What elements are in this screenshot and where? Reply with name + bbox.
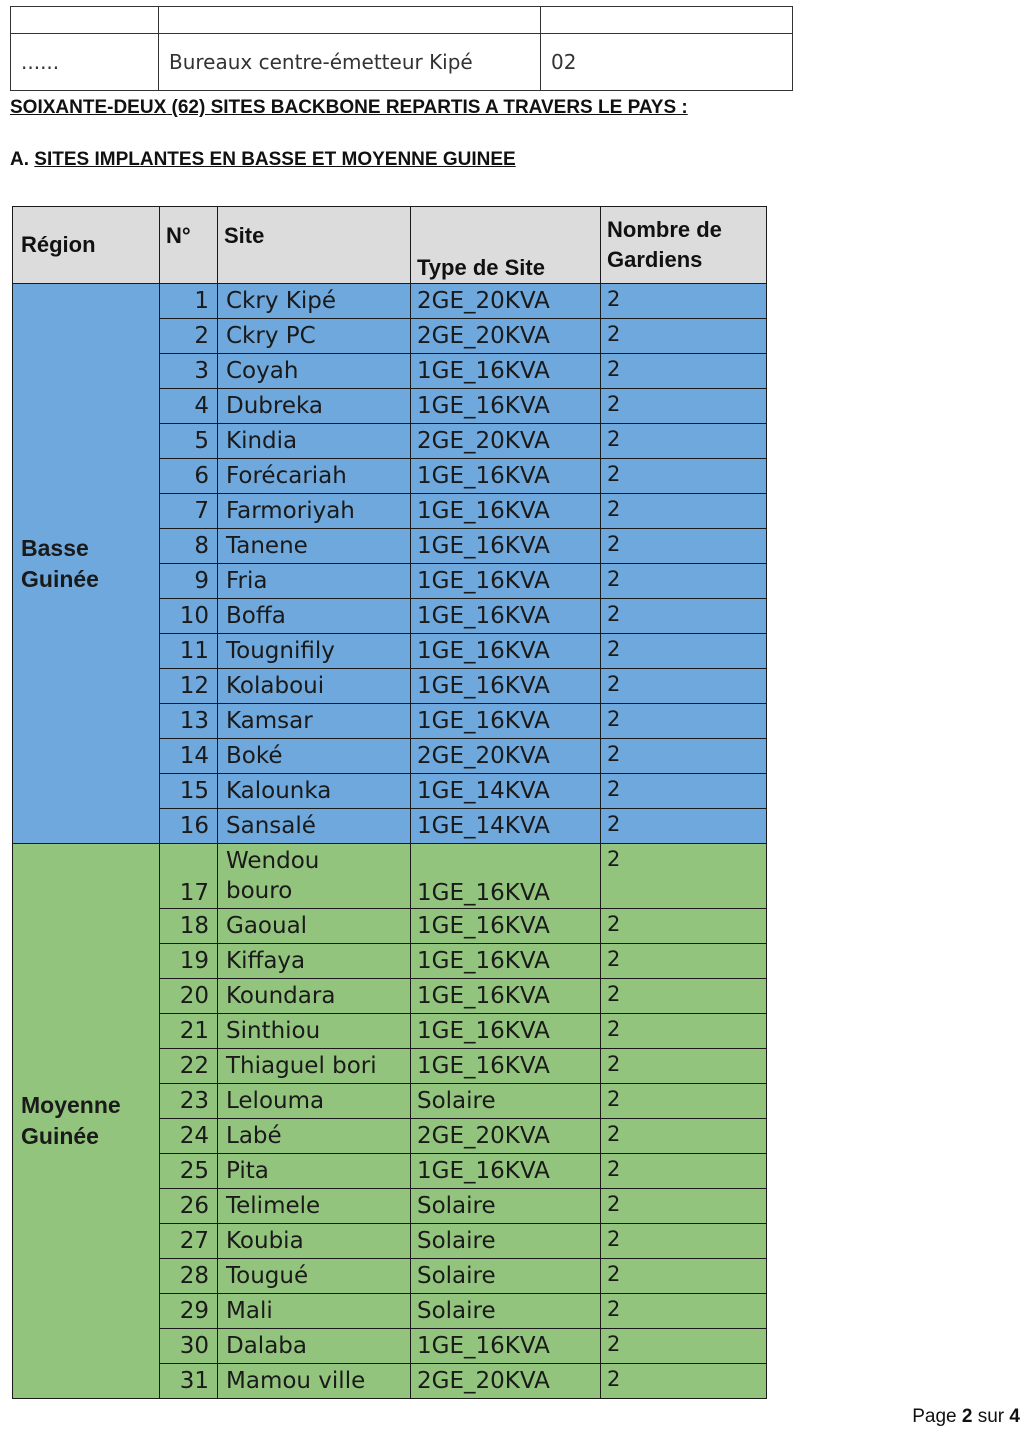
header-gardiens-line1: Nombre de <box>607 217 722 242</box>
site-number: 29 <box>160 1294 218 1329</box>
table-row <box>11 34 793 91</box>
site-gardiens: 2 <box>601 634 767 669</box>
site-name: Kiffaya <box>218 944 411 979</box>
site-type: 1GE_16KVA <box>411 1154 601 1189</box>
site-gardiens: 2 <box>601 319 767 354</box>
site-gardiens: 2 <box>601 809 767 844</box>
region-line2: Guinée <box>21 565 99 592</box>
site-name: Sansalé <box>218 809 411 844</box>
site-gardiens: 2 <box>601 1294 767 1329</box>
site-number: 20 <box>160 979 218 1014</box>
site-name: Boké <box>218 739 411 774</box>
site-type: 1GE_16KVA <box>411 979 601 1014</box>
site-gardiens: 2 <box>601 1084 767 1119</box>
site-type: 1GE_16KVA <box>411 704 601 739</box>
site-name: Labé <box>218 1119 411 1154</box>
site-number: 16 <box>160 809 218 844</box>
site-name: Kindia <box>218 424 411 459</box>
table-cell: 02 <box>541 34 793 91</box>
group-basse-guinee <box>13 284 767 844</box>
site-name: Lelouma <box>218 1084 411 1119</box>
site-number: 22 <box>160 1049 218 1084</box>
subsection-prefix: A. <box>10 149 29 170</box>
site-number: 4 <box>160 389 218 424</box>
sites-table <box>12 206 767 1399</box>
region-line1: Basse <box>21 534 89 561</box>
subsection-heading <box>10 149 516 171</box>
site-name-line1: Wendou <box>226 848 320 874</box>
site-gardiens: 2 <box>601 774 767 809</box>
site-type: 1GE_16KVA <box>411 844 601 909</box>
site-gardiens: 2 <box>601 564 767 599</box>
section-heading <box>10 97 688 119</box>
site-number: 1 <box>160 284 218 319</box>
site-name: Boffa <box>218 599 411 634</box>
site-gardiens: 2 <box>601 459 767 494</box>
site-number: 8 <box>160 529 218 564</box>
site-name: Mamou ville <box>218 1364 411 1399</box>
site-gardiens: 2 <box>601 1329 767 1364</box>
site-gardiens: 2 <box>601 1119 767 1154</box>
site-number: 5 <box>160 424 218 459</box>
site-name: Dubreka <box>218 389 411 424</box>
site-number: 19 <box>160 944 218 979</box>
site-type: 1GE_16KVA <box>411 564 601 599</box>
table-cell: ...... <box>11 34 159 91</box>
site-number: 6 <box>160 459 218 494</box>
table-row <box>11 7 793 34</box>
site-type: 2GE_20KVA <box>411 1364 601 1399</box>
table-cell: Bureaux centre-émetteur Kipé <box>159 34 541 91</box>
table-cell <box>159 7 541 34</box>
site-type: 2GE_20KVA <box>411 284 601 319</box>
site-gardiens: 2 <box>601 944 767 979</box>
region-cell <box>13 284 160 844</box>
site-gardiens: 2 <box>601 1049 767 1084</box>
site-number: 25 <box>160 1154 218 1189</box>
site-type: 1GE_16KVA <box>411 354 601 389</box>
site-number: 3 <box>160 354 218 389</box>
site-type: 1GE_14KVA <box>411 809 601 844</box>
site-number: 11 <box>160 634 218 669</box>
site-name: Ckry Kipé <box>218 284 411 319</box>
site-number: 7 <box>160 494 218 529</box>
site-type: 1GE_16KVA <box>411 1329 601 1364</box>
site-gardiens: 2 <box>601 979 767 1014</box>
table-cell <box>11 7 159 34</box>
region-line2: Guinée <box>21 1123 99 1149</box>
header-region: Région <box>13 207 160 284</box>
site-number: 13 <box>160 704 218 739</box>
region-line1: Moyenne <box>21 1092 121 1118</box>
header-gardiens-line2: Gardiens <box>607 247 703 272</box>
site-gardiens: 2 <box>601 844 767 909</box>
page-footer <box>912 1406 1020 1428</box>
footer-page-number: 2 <box>961 1406 973 1427</box>
table-row <box>13 844 767 909</box>
site-name: Mali <box>218 1294 411 1329</box>
site-number: 28 <box>160 1259 218 1294</box>
footer-page-total: 4 <box>1009 1406 1020 1427</box>
site-gardiens: 2 <box>601 1014 767 1049</box>
site-name: Dalaba <box>218 1329 411 1364</box>
site-type: 1GE_16KVA <box>411 909 601 944</box>
site-gardiens: 2 <box>601 599 767 634</box>
group-moyenne-guinee <box>13 844 767 1399</box>
site-type: 1GE_14KVA <box>411 774 601 809</box>
site-type: Solaire <box>411 1259 601 1294</box>
site-gardiens: 2 <box>601 1259 767 1294</box>
site-name-line2: bouro <box>226 878 293 904</box>
region-cell <box>13 844 160 1399</box>
site-number: 30 <box>160 1329 218 1364</box>
site-name: Thiaguel bori <box>218 1049 411 1084</box>
site-type: 2GE_20KVA <box>411 739 601 774</box>
table-cell <box>541 7 793 34</box>
site-gardiens: 2 <box>601 1224 767 1259</box>
table-header-row <box>13 207 767 284</box>
site-type: 1GE_16KVA <box>411 1014 601 1049</box>
site-type: 1GE_16KVA <box>411 599 601 634</box>
site-gardiens: 2 <box>601 354 767 389</box>
site-name: Farmoriyah <box>218 494 411 529</box>
site-type: 1GE_16KVA <box>411 944 601 979</box>
header-site: Site <box>218 207 411 284</box>
site-gardiens: 2 <box>601 1154 767 1189</box>
site-type: Solaire <box>411 1084 601 1119</box>
site-number: 9 <box>160 564 218 599</box>
site-number: 15 <box>160 774 218 809</box>
site-gardiens: 2 <box>601 1189 767 1224</box>
site-name: Ckry PC <box>218 319 411 354</box>
site-gardiens: 2 <box>601 424 767 459</box>
site-name: Telimele <box>218 1189 411 1224</box>
site-type: 2GE_20KVA <box>411 319 601 354</box>
site-name: Sinthiou <box>218 1014 411 1049</box>
site-number: 24 <box>160 1119 218 1154</box>
footer-middle: sur <box>977 1406 1005 1427</box>
site-gardiens: 2 <box>601 284 767 319</box>
site-name: Kamsar <box>218 704 411 739</box>
site-number: 18 <box>160 909 218 944</box>
site-name <box>218 844 411 909</box>
site-number: 31 <box>160 1364 218 1399</box>
site-type: 1GE_16KVA <box>411 494 601 529</box>
site-number: 23 <box>160 1084 218 1119</box>
site-name: Fria <box>218 564 411 599</box>
site-type: Solaire <box>411 1294 601 1329</box>
site-type: 1GE_16KVA <box>411 669 601 704</box>
site-gardiens: 2 <box>601 704 767 739</box>
site-gardiens: 2 <box>601 909 767 944</box>
site-number: 12 <box>160 669 218 704</box>
header-num: N° <box>160 207 218 284</box>
site-name: Tougué <box>218 1259 411 1294</box>
site-name: Coyah <box>218 354 411 389</box>
site-number: 10 <box>160 599 218 634</box>
header-gardiens <box>601 207 767 284</box>
site-number: 27 <box>160 1224 218 1259</box>
site-number: 17 <box>160 844 218 909</box>
site-type: 1GE_16KVA <box>411 459 601 494</box>
site-type: 2GE_20KVA <box>411 424 601 459</box>
site-type: 1GE_16KVA <box>411 1049 601 1084</box>
site-number: 21 <box>160 1014 218 1049</box>
site-name: Koubia <box>218 1224 411 1259</box>
site-name: Koundara <box>218 979 411 1014</box>
footer-prefix: Page <box>912 1406 957 1427</box>
site-type: Solaire <box>411 1224 601 1259</box>
site-name: Gaoual <box>218 909 411 944</box>
site-name: Tanene <box>218 529 411 564</box>
site-number: 14 <box>160 739 218 774</box>
site-number: 26 <box>160 1189 218 1224</box>
site-gardiens: 2 <box>601 669 767 704</box>
site-gardiens: 2 <box>601 1364 767 1399</box>
site-type: Solaire <box>411 1189 601 1224</box>
site-type: 1GE_16KVA <box>411 529 601 564</box>
site-type: 1GE_16KVA <box>411 389 601 424</box>
site-name: Kalounka <box>218 774 411 809</box>
continuation-table <box>10 6 793 91</box>
site-gardiens: 2 <box>601 739 767 774</box>
site-name: Kolaboui <box>218 669 411 704</box>
header-type: Type de Site <box>411 207 601 284</box>
table-row <box>13 284 767 319</box>
site-type: 1GE_16KVA <box>411 634 601 669</box>
site-name: Tougnifily <box>218 634 411 669</box>
site-gardiens: 2 <box>601 529 767 564</box>
site-name: Pita <box>218 1154 411 1189</box>
site-number: 2 <box>160 319 218 354</box>
site-type: 2GE_20KVA <box>411 1119 601 1154</box>
site-gardiens: 2 <box>601 389 767 424</box>
site-gardiens: 2 <box>601 494 767 529</box>
section-heading-text: SOIXANTE-DEUX (62) SITES BACKBONE REPARTIS A TRAVERS LE PAYS : <box>10 97 688 118</box>
subsection-heading-text: SITES IMPLANTES EN BASSE ET MOYENNE GUINEE <box>34 149 516 170</box>
site-name: Forécariah <box>218 459 411 494</box>
